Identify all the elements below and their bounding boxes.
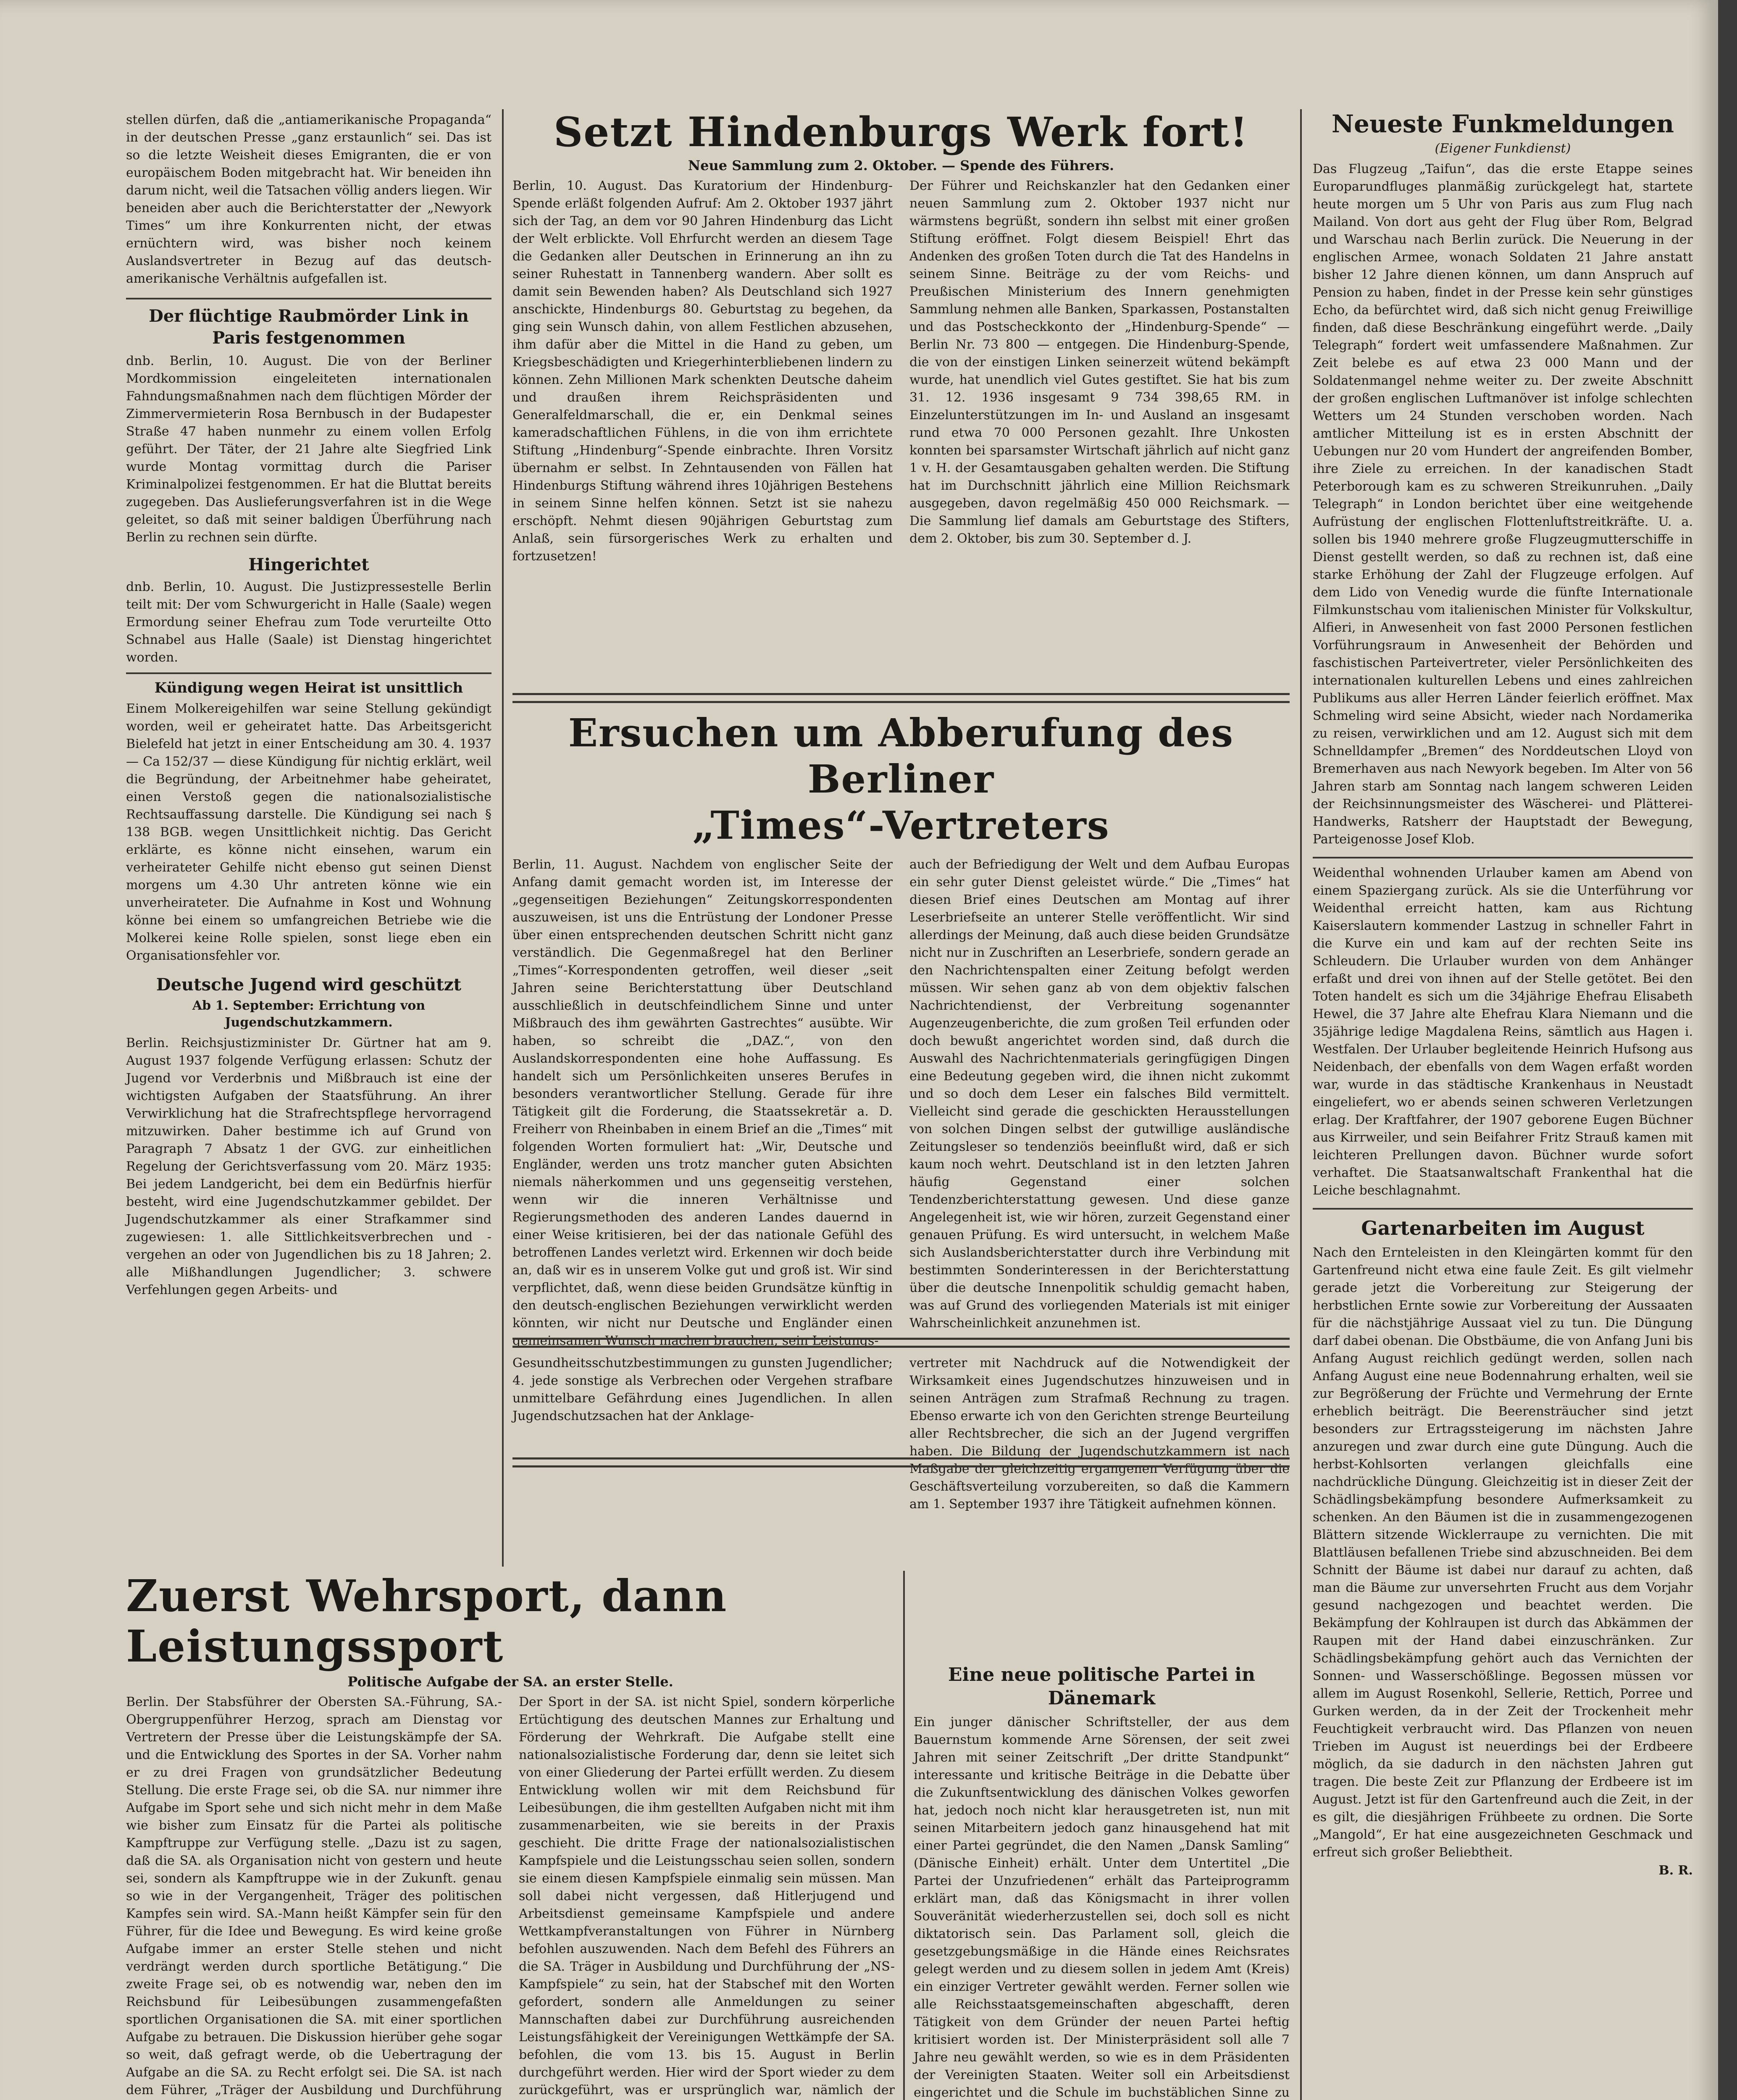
wehrsport-article: [126, 1457, 1290, 1467]
article-title: Hingerichtet: [248, 555, 369, 575]
article-body-left: Berlin, 11. August. Nachdem von englischer Seite der Anfang damit gemacht worden ist, im Interesse der „gegenseitigen Beziehungen“ Zeitungskorrespondenten auszuweisen, ist uns die Entrüstung der Londoner Presse über einen entsprechenden deutschen Schritt nicht ganz verständlich. Die Gegenmaßregel hat den Berliner „Times“-Korrespondenten getroffen, weil dieser „seit Jahren seine Berichterstattung über Deutschland ausschließlich in deutschfeindlichem Sinne und unter Mißbrauch des ihm gewährten Gastrechtes“ ausübte. Wir haben, so schreibt die „DAZ.“, von den Auslandskorrespondenten eine hohe Auffassung. Es handelt sich um Persönlichkeiten unseres Berufes in besonders verantwortlicher Stellung. Gerade für ihre Tätigkeit gilt die Forderung, die Staatssekretär a. D. Freiherr von Rheinbaben in einem Brief an die „Times“ mit folgenden Worten formuliert hat: „Wir, Deutsche und Engländer, werden uns trotz mancher guten Absichten niemals näherkommen und uns gegenseitig verstehen, wenn wir die inneren Verhältnisse und Regierungsmethoden des anderen Landes dauernd in einer Weise kritisieren, bei der das nationale Gefühl des betroffenen Landes verletzt wird. Erkennen wir doch beide an, daß wir es in unserem Volke gut und groß ist. Wir sind verpflichtet, daß, wenn diese beiden Grundsätze künftig in den deutsch-englischen Beziehungen verwirklicht werden könnten, wir nicht nur Deutsche und Engländer einen gemeinsamen Wunsch machen brauchen, sein Leistungs-: [512, 857, 893, 1348]
subheadline: Neue Sammlung zum 2. Oktober. — Spende des Führers.: [688, 158, 1114, 173]
article-title: Kündigung wegen Heirat ist unsittlich: [154, 680, 463, 696]
article-title: Eine neue politische Partei in Dänemark: [948, 1664, 1255, 1709]
column-right: [1313, 109, 1693, 1878]
headline-line1: Ersuchen um Abberufung des Berliner: [568, 710, 1234, 802]
article-continuation: stellen dürfen, daß die „antiamerikanische Propaganda“ in der deutschen Presse „ganz erstaunlich“ sei. Das ist so die letzte Weisheit dieses Emigranten, die er von europäischem Boden mitgebracht hat. Wir beneiden ihn darum nicht, weil die Tatsachen völlig anders liegen. Wir beneiden aber auch die Berichterstatter der „Newyork Times“ um ihre Konkurrenten nicht, der etwas ernüchtern wird, was bisher noch keinem Auslandsvertreter in Bezug auf das deutsch-amerikanische Verhältnis aufgefallen ist.: [126, 113, 491, 286]
article-body-right: Der Sport in der SA. ist nicht Spiel, sondern körperliche Ertüchtigung des deutschen Mannes zur Erhaltung und Förderung der Wehrkraft. Die Aufgabe stellt eine nationalsozialistische Forderung dar, denn sie leitet sich von einer Gliederung der Partei erfüllt werden. Zu diesem Entwicklung wollen wir mit dem Reichsbund für Leibesübungen, die ihm gestellten Aufgaben nicht mit ihm zusammenarbeiten, wie sie bereits in der Praxis geschieht. Die dritte Frage der nationalsozialistischen Kampfspiele und die Leistungsschau seien sollen, sondern sie einem diesen Kampfspiele einmalig sein müssen. Man soll dabei nicht vergessen, daß Hitlerjugend und Arbeitsdienst gemeinsame Kampfspiele und andere Wettkampfveranstaltungen von Führer in Nürnberg befohlen auszuwenden. Nach dem Befehl des Führers an die SA. Träger in Ausbildung und Durchführung der „NS-Kampfspiele“ zu sein, hat der Stabschef mit den Worten gefordert, sondern alle Anmeldungen zu seiner Mannschaften dabei zur Durchführung ausreichenden Leistungsfähigkeit der Vereinigungen Wettkämpfe der SA. befohlen, die vom 13. bis 15. August in Berlin durchgeführt werden. Hier wird der Sport wieder zu dem zurückgeführt, was er ursprünglich war, nämlich der: [519, 1695, 895, 2097]
article-body: Berlin. Reichsjustizminister Dr. Gürtner hat am 9. August 1937 folgende Verfügung erlassen: Schutz der Jugend vor Verderbnis und Mißbrauch ist eine der wichtigsten Aufgaben der Staatsführung. An ihrer Verwirklichung hat die Strafrechtspflege hervorragend mitzuwirken. Daher bestimme ich auf Grund von Paragraph 7 Absatz 1 der GVG. zur einheitlichen Regelung der Gerichtsverfassung vom 20. März 1935: Bei jedem Landgericht, bei dem ein Bedürfnis hierfür besteht, wird eine Jugendschutzkammer gebildet. Der Jugendschutzkammer als einer Strafkammer sind zugewiesen: 1. alle Sittlichkeitsverbrechen und -vergehen an oder von Jugendlichen bis zu 18 Jahren; 2. alle Mißhandlungen Jugendlicher; 3. schwere Verfehlungen gegen Arbeits- und: [126, 1036, 491, 1297]
separator: [1313, 1208, 1693, 1210]
subheadline: Politische Aufgabe der SA. an erster Stelle.: [347, 1674, 673, 1690]
column-rule: [1300, 1453, 1302, 2100]
double-rule: [512, 1338, 1290, 1348]
article-body: dnb. Berlin, 10. August. Die von der Berliner Mordkommission eingeleiteten internationalen Fahndungsmaßnahmen nach dem flüchtigen Mörder der Zimmervermieterin Rosa Bernbusch in der Budapester Straße 47 haben nunmehr zu einem vollen Erfolg geführt. Der Täter, der 21 Jahre alte Siegfried Link wurde Montag vormittag durch die Pariser Kriminalpolizei festgenommen. Er hat die Bluttat bereits zugegeben. Das Auslieferungsverfahren ist in die Wege geleitet, so daß mit seiner baldigen Überführung nach Berlin zu rechnen sein dürfte.: [126, 354, 491, 545]
headline: Zuerst Wehrsport, dann Leistungssport: [126, 1570, 728, 1672]
news-items: Das Flugzeug „Taifun“, das die erste Etappe seines Europarundfluges planmäßig zurückgelegt hat, startete heute morgen um 5 Uhr von Paris aus zum Flug nach Mailand. Von dort aus geht der Flug über Rom, Belgrad und Warschau nach Berlin zurück. Die Neuerung in der englischen Armee, wonach Soldaten 21 Jahre anstatt bisher 12 Jahre dienen können, um dann Anspruch auf Pension zu haben, findet in der Presse kein sehr günstiges Echo, da befürchtet wird, daß sich nicht genug Freiwillige finden, daß diese Beschränkung eingeführt werde. „Daily Telegraph“ fordert weit umfassendere Maßnahmen. Zur Zeit belebe es auf etwa 23 000 Mann und der Soldatenmangel nehme weiter zu. Der zweite Abschnitt der großen englischen Luftmanöver ist infolge schlechten Wetters um 24 Stunden verschoben worden. Nach amtlicher Mitteilung ist es in ersten Abschnitt der Uebungen nur 20 vom Hundert der angreifenden Bomber, ihre Ziele zu erreichen. In der kanadischen Stadt Peterborough kam es zu schweren Streikunruhen. „Daily Telegraph“ in London berichtet über eine weitgehende Aufrüstung der englischen Flottenluftstreitkräfte. U. a. sollen bis 1940 mehrere große Flugzeugmutterschiffe in Dienst gestellt werden, so daß zu rechnen ist, daß eine starke Erhöhung der Zahl der Flugzeuge erfolgen. Auf dem Lido von Venedig wurde die fünfte Internationale Filmkunstschau vom italienischen Minister für Volkskultur, Alfieri, in Anwesenheit von fast 2000 Personen festlichen Vorführungsraum in Anwesenheit der Behörden und faschistischen Parteivertreter, vieler Persönlichkeiten des internationalen kulturellen Lebens und eines zahlreichen Publikums aus aller Herren Länder feierlich eröffnet. Max Schmeling wird seine Absicht, wieder nach Nordamerika zu reisen, verwirklichen und am 12. August sich mit dem Schnelldampfer „Bremen“ des Norddeutschen Lloyd von Bremerhaven aus nach Newyork begeben. Im Alter von 56 Jahren starb am Sonntag nach langem schweren Leiden der Reichsinnungsmeister des Wäscherei- und Plätterei-Handwerks, Ratsherr der Hauptstadt der Bewegung, Parteigenosse Josef Klob.: [1313, 162, 1693, 847]
book-binding: [1718, 0, 1737, 2100]
article-body: Nach den Ernteleisten in den Kleingärten kommt für den Gartenfreund nicht etwa eine faule Zeit. Es gilt vielmehr gerade jetzt die Vorbereitung zur Steigerung der herbstlichen Ernte sowie zur Vorbereitung der Aussaaten für die nächstjährige Aussaat viel zu tun. Die Düngung darf dabei obenan. Die Obstbäume, die von Anfang Juni bis Anfang August reichlich gedüngt werden, sollen nach Anfang August eine neue Bodennahrung erhalten, weil sie zur Begrößerung der Früchte und Vermehrung der Ernte erheblich beiträgt. Die Beerensträucher sind jetzt besonders zur Ertragssteigerung im nächsten Jahre anzuregen und zwar durch eine gute Düngung. Auch die herbst-Kohlsorten verlangen gleichfalls eine nachdrückliche Düngung. Gleichzeitig ist in dieser Zeit der Schädlingsbekämpfung besondere Aufmerksamkeit zu schenken. An den Bäumen ist die in zusammengezogenen Blättern sitzende Wicklerraupe zu vernichten. Die mit Blattläusen befallenen Triebe sind abzuschneiden. Bei dem Schnitt der Bäume ist dabei nur darauf zu achten, daß man die Bäume zur unversehrten Frucht aus dem Vorjahr gesund nachgezogen und beachtet werden. Die Bekämpfung der Kohlraupen ist durch das Abkämmen der Raupen mit der Hand dabei einzuschränken. Zur Schädlingsbekämpfung gehört auch das Vernichten der Sonnen- und Wasserschößlinge. Begossen müssen vor allem im August Rosenkohl, Sellerie, Rettich, Porree und Gurken werden, da in der Zeit der Trockenheit mehr Feuchtigkeit verbraucht wird. Das Pflanzen von neuen Trieben im August ist neuerdings bei der Erdbeere möglich, da sie dadurch in den nächsten Jahren gut tragen. Die beste Zeit zur Pflanzung der Erdbeere ist im August. Jetzt ist für den Gartenfreund auch die Zeit, in der es gilt, die diesjährigen Frühbeete zu ordnen. Die Sorte „Mangold“, Er hat eine ausgezeichneten Geschmack und erfreut sich großer Beliebtheit.: [1313, 1245, 1693, 1860]
article-body: Ein junger dänischer Schriftsteller, der aus dem Bauernstum kommende Arne Sörensen, der seit zwei Jahren mit seiner Zeitschrift „Der dritte Standpunkt“ interessante und kritische Beiträge in die Debatte über die Zukunftsentwicklung des dänischen Volkes geworfen hat, jedoch noch nicht klar herausgetreten ist, nun mit seinen Mitarbeitern jedoch ganz hinausgehend hat mit einer Partei gegründet, die den Namen „Dansk Samling“ (Dänische Einheit) erhält. Unter dem Untertitel „Die Partei der Unzufriedenen“ erhält das Parteiprogramm erklärt man, daß das Königsmacht in ihrer vollen Souveränität wiederherzustellen sei, doch soll es nicht diktatorisch sein. Das Parlament soll, gleich die gesetzgebungsmäßige in die Hände eines Reichsrates gelegt werden und zu diesem sollen in jedem Amt (Kreis) ein einziger Vertreter gewählt werden. Ferner sollen wie alle Reichsstaatsgemeinschaften abgeschafft, deren Tätigkeit von dem Gründer der neuen Partei heftig kritisiert worden ist. Der Ministerpräsident soll alle 7 Jahre neu gewählt werden, so wie es in dem Präsidenten der Vereinigten Staaten. Weiter soll ein Arbeitsdienst eingerichtet und die Schule im buchstäblichen Sinne zu: [914, 1715, 1290, 2100]
article-body-left: Berlin. Der Stabsführer der Obersten SA.-Führung, SA.-Obergruppenführer Herzog, sprach am Dienstag vor Vertretern der Presse über die Leistungskämpfe der SA. und die Entwicklung des Sportes in der SA. Vorher nahm er zu drei Fragen von grundsätzlicher Bedeutung Stellung. Die erste Frage sei, ob die SA. nur nimmer ihre Aufgabe im Sport sehe und sich nicht mehr in dem Maße wie bisher zum Einsatz für die Partei als politische Kampftruppe zur Verfügung stelle. „Dazu ist zu sagen, daß die SA. als Organisation nicht von gestern und heute sei, sondern als Kampftruppe wie in der Zukunft. genau so wie in der Vergangenheit, Träger des politischen Kampfes sein wird. SA.-Mann heißt Kämpfer sein für den Führer, für die Idee und Bewegung. Es wird keine große Aufgabe immer an erster Stelle stehen und nicht verdrängt werden durch sportliche Betätigung.“ Die zweite Frage sei, ob es notwendig war, neben den im Reichsbund für Leibesübungen zusammengefaßten sportlichen Organisationen die SA. mit einer sportlichen Aufgabe zu betrauen. Die Diskussion hierüber gehe sogar so weit, daß gefragt werde, ob die Uebertragung der Aufgabe an die SA. zu Recht erfolgt sei. Die SA. ist nach dem Führer, „Träger der Ausbildung und Durchführung: [126, 1695, 502, 2097]
section-subtitle: (Eigener Funkdienst): [1435, 141, 1571, 156]
column-left: [126, 111, 491, 1299]
section-title: Neueste Funkmeldungen: [1331, 110, 1674, 138]
article-body-left: Gesundheitsschutzbestimmungen zu gunsten Jugendlicher; 4. jede sonstige als Verbrechen oder Vergehen strafbare unmittelbare Gefährdung eines Jugendlichen. In allen Jugendschutzsachen hat der Anklage-: [512, 1356, 893, 1423]
article-title: Deutsche Jugend wird geschützt: [156, 975, 462, 995]
double-rule: [512, 1457, 1290, 1467]
article-body-right: vertreter mit Nachdruck auf die Notwendigkeit der Wirksamkeit eines Jugendschutzes hinzuweisen und in seinen Anträgen zum Strafmaß Rechnung zu tragen. Ebenso erwarte ich von den Gerichten strenge Beurteilung aller Rechtsbrecher, die sich an der Jugend vergriffen haben. Die Bildung der Jugendschutzkammern ist nach Maßgabe der gleichzeitig ergangenen Verfügung über die Geschäftsverteilung vorzubereiten, so daß die Kammern am 1. September 1937 ihre Tätigkeit aufnehmen können.: [909, 1356, 1290, 1512]
article-body-right: Der Führer und Reichskanzler hat den Gedanken einer neuen Sammlung zum 2. Oktober 1937 nicht nur wärmstens begrüßt, sondern ihn selbst mit einer großen Stiftung eröffnet. Folgt diesem Beispiel! Ehrt das Andenken des großen Toten durch die Tat des Handelns in seinem Sinne. Beiträge zu der vom Reichs- und Preußischen Ministerium des Innern genehmigten Sammlung nehmen alle Banken, Sparkassen, Postanstalten und das Postscheckkonto der „Hindenburg-Spende“ — Berlin Nr. 73 800 — entgegen. Die Hindenburg-Spende, die von der einstigen Linken seinerzeit wütend bekämpft wurde, hat unendlich viel Gutes gestiftet. Sie hat bis zum 31. 12. 1936 insgesamt 9 734 398,65 RM. in Einzelunterstützungen im In- und Ausland an insgesamt rund etwa 70 000 Personen gezahlt. Ihre Unkosten konnten bei sparsamster Wirtschaft jährlich auf nicht ganz 1 v. H. der Gesamtausgaben gehalten werden. Die Stiftung hat im Durchschnitt jährlich eine Million Reichsmark ausgegeben, davon regelmäßig 450 000 Reichsmark. — Die Sammlung lief damals am Geburtstage des Stifters, dem 2. Oktober, bis zum 30. September d. J.: [909, 178, 1290, 546]
separator: [126, 672, 491, 674]
separator: [1313, 857, 1693, 858]
article-body: dnb. Berlin, 10. August. Die Justizpressestelle Berlin teilt mit: Der vom Schwurgericht in Halle (Saale) wegen Ermordung seiner Ehefrau zum Tode verurteilte Otto Schnabel aus Halle (Saale) ist Dienstag hingerichtet worden.: [126, 580, 491, 665]
accident-report: Weidenthal wohnenden Urlauber kamen am Abend von einem Spaziergang zurück. Als sie die Unterführung vor Weidenthal erreicht hatten, kam aus Richtung Kaiserslautern kommender Lastzug in schneller Fahrt in die Kurve ein und kam auf der rechten Seite ins Schleudern. Die Urlauber wurden von dem Anhänger erfaßt und drei von ihnen auf der Stelle getötet. Bei den Toten handelt es sich um die 34jährige Ehefrau Elisabeth Hewel, die 37 Jahre alte Ehefrau Klara Niemann und die 35jährige ledige Magdalena Reins, sämtlich aus Hagen i. Westfalen. Der Urlauber begleitende Heinrich Hufsong aus Neidenbach, der ebenfalls von dem Wagen erfaßt worden war, wurde in das städtische Krankenhaus in Neustadt eingeliefert, wo er abends seinen schweren Verletzungen erlag. Der Kraftfahrer, der 1907 geborene Eugen Büchner aus Kirrweiler, und sein Beifahrer Fritz Strauß kamen mit leichteren Prellungen davon. Büchner wurde sofort verhaftet. Die Staatsanwaltschaft Frankenthal hat die Leiche beschlagnahmt.: [1313, 866, 1693, 1198]
double-rule: [512, 693, 1290, 703]
column-mid-bottom: [914, 1663, 1290, 2100]
headline: Setzt Hindenburgs Werk fort!: [553, 108, 1249, 156]
author-signature: B. R.: [1658, 1863, 1693, 1878]
column-rule: [1300, 109, 1302, 1567]
separator: [126, 298, 491, 299]
article-body-right: auch der Befriedigung der Welt und dem Aufbau Europas ein sehr guter Dienst geleistet würde.“ Die „Times“ hat diesen Brief eines Deutschen am Montag auf ihrer Leserbriefseite an unterer Stelle veröffentlicht. Wir sind allerdings der Meinung, daß auch diese beiden Grundsätze nicht nur in Zuschriften an Leserbriefe, sondern gerade an den Nachrichtenspalten einer Zeitung befolgt werden müssen. Wir sehen ganz ab von dem objektiv falschen Nachrichtendienst, der Verbreitung sogenannter Augenzeugenberichte, die zum großen Teil erfunden oder doch bewußt angerichtet worden sind, daß durch die Auswahl des Nachrichtenmaterials geringfügigen Dingen eine Bedeutung gegeben wird, die ihnen nicht zukommt und so doch dem Leser ein falsches Bild vermittelt. Vielleicht sind gerade die geschickten Herausstellungen von solchen Dingen selbst der gutwillige ausländische Zeitungsleser so tendenziös beeinflußt wird, daß er sich kaum noch wehrt. Deutschland ist in den letzten Jahren häufig Gegenstand einer solchen Tendenzberichterstattung gewesen. Und diese ganze Angelegenheit ist, wie wir hören, zurzeit Gegenstand einer genauen Prüfung. Es wird untersucht, in welchem Maße sich Auslandsberichterstatter durch ihre Verbindung mit bestimmten Sonderinteressen in der Berichterstattung über die deutsche Innenpolitik schuldig gemacht haben, was auf Grund des vorliegenden Materials ist mit einiger Wahrscheinlichkeit anzunehmen ist.: [909, 857, 1290, 1331]
column-rule: [502, 109, 504, 1567]
article-title: Der flüchtige Raubmörder Link in Paris festgenommen: [149, 306, 469, 348]
wehrsport-body: [126, 1571, 895, 2100]
jugend-continuation: [512, 1338, 1290, 1513]
column-rule: [903, 1571, 905, 2100]
article-subtitle: Ab 1. September: Errichtung von Jugendschutzkammern.: [192, 998, 426, 1030]
article-body-left: Berlin, 10. August. Das Kuratorium der Hindenburg-Spende erläßt folgenden Aufruf: Am 2. Oktober 1937 jährt sich der Tag, an dem vor 90 Jahren Hindenburg das Licht der Welt erblickte. Voll Ehrfurcht werden an diesem Tage die Gedanken aller Deutschen in Erinnerung an ihn zu seiner Ruhestatt in Tannenberg wandern. Aber sollt es damit sein Bewenden haben? Als Deutschland sich 1927 anschickte, Hindenburgs 80. Geburtstag zu begehen, da ging sein Wunsch dahin, von allem Festlichen abzusehen, ihm dafür aber die Mittel in die Hand zu geben, um Kriegsbeschädigten und Kriegerhinterbliebenen lindern zu können. Zehn Millionen Mark schenkten Deutsche daheim und draußen ihrem Reichspräsidenten und Generalfeldmarschall, die er, ein Denkmal seines kameradschaftlichen Fühlens, in die von ihm errichtete Stiftung „Hindenburg“-Spende einbrachte. Ihren Vorsitz übernahm er selbst. In Zehntausenden von Fällen hat Hindenburgs Stiftung während ihres 10jährigen Bestehens in seinem Sinne helfen können. Setzt ist sie nahezu erschöpft. Nehmt diesen 90jährigen Geburtstag zum Anlaß, sein fürsorgerisches Werk zu erhalten und fortzusetzen!: [512, 178, 893, 564]
article-title: Gartenarbeiten im August: [1361, 1217, 1645, 1239]
article-body: Einem Molkereigehilfen war seine Stellung gekündigt worden, weil er geheiratet hatte. Das Arbeitsgericht Bielefeld hat jetzt in einer Entscheidung am 30. 4. 1937 — Ca 152/37 — diese Kündigung für nichtig erklärt, weil die Begründung, der Arbeitnehmer habe geheiratet, einen Verstoß gegen die nationalsozialistische Rechtsauffassung darstelle. Die Kündigung sei nach § 138 BGB. wegen Unsittlichkeit nichtig. Das Gericht erklärte, es könne nicht einsehen, warum ein verheirateter Gehilfe nicht ebenso gut seinen Dienst morgens um 4.30 Uhr antreten könne wie ein unverheirateter. Die Aufnahme in Kost und Wohnung könne bei einem so umfangreichen Betriebe wie die Molkerei keine Rolle spielen, sonst liege eben ein Organisationsfehler vor.: [126, 701, 491, 963]
times-article: [512, 693, 1290, 1350]
headline-line2: „Times“-Vertreters: [692, 803, 1110, 848]
hindenburg-article: [512, 109, 1290, 565]
